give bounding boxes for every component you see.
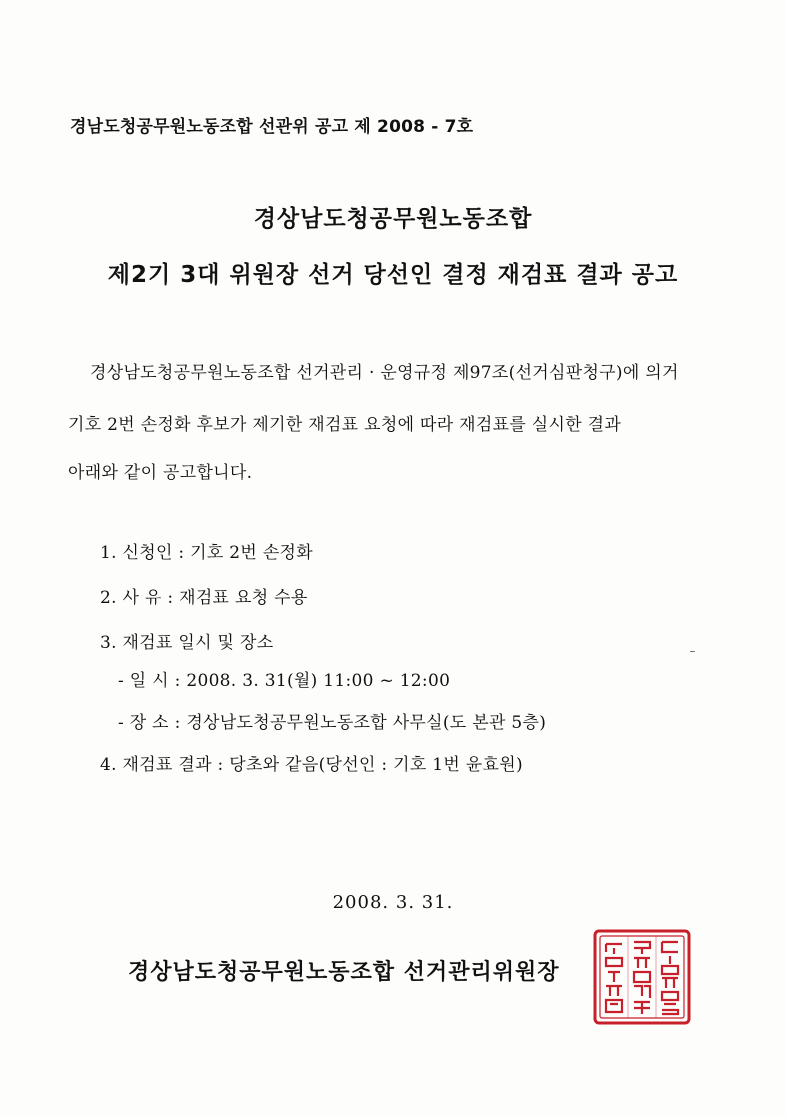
notice-number: 경남도청공무원노동조합 선관위 공고 제 2008 - 7호 — [70, 117, 474, 137]
official-seal-icon — [592, 928, 692, 1026]
body-line-2: 기호 2번 손정화 후보가 제기한 재검표 요청에 따라 재검표를 실시한 결과 — [68, 415, 622, 435]
body-line-1: 경상남도청공무원노동조합 선거관리 · 운영규정 제97조(선거심판청구)에 의거 — [90, 363, 679, 383]
title-subject: 제2기 3대 위원장 선거 당선인 결정 재검표 결과 공고 — [107, 262, 679, 288]
notice-date: 2008. 3. 31. — [332, 892, 454, 913]
item-schedule-place: - 장 소 : 경상남도청공무원노동조합 사무실(도 본관 5층) — [118, 713, 547, 733]
item-result: 4. 재검표 결과 : 당초와 같음(당선인 : 기호 1번 윤효원) — [100, 755, 523, 775]
item-applicant: 1. 신청인 : 기호 2번 손정화 — [100, 543, 313, 563]
scan-speck — [690, 651, 695, 652]
body-line-3: 아래와 같이 공고합니다. — [68, 463, 253, 483]
title-organization: 경상남도청공무원노동조합 — [253, 206, 533, 232]
item-schedule-date: - 일 시 : 2008. 3. 31(월) 11:00 ~ 12:00 — [118, 671, 451, 691]
item-schedule-heading: 3. 재검표 일시 및 장소 — [100, 633, 274, 653]
signer-name: 경상남도청공무원노동조합 선거관리위원장 — [128, 959, 560, 985]
item-reason: 2. 사 유 : 재검표 요청 수용 — [100, 588, 308, 608]
